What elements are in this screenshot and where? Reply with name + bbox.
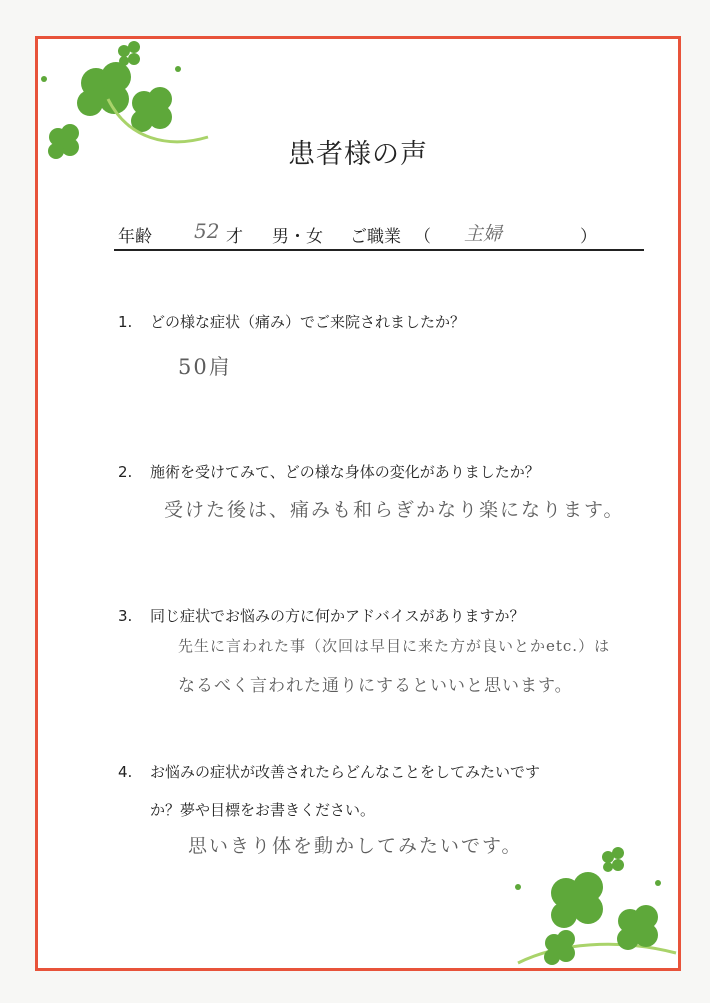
questionnaire-sheet [35,36,681,971]
question-text: どの様な症状（痛み）でご来院されましたか？ [150,313,466,331]
age-value: 52 [194,219,220,243]
question-3 [118,605,525,626]
occupation-value: 主婦 [464,223,503,245]
answer-4: 思いきり体を動かしてみたいです。 [188,835,523,857]
question-4 [118,761,540,782]
occupation-close-paren: ） [580,227,597,247]
question-2 [118,461,540,482]
question-text: 施術を受けてみて、どの様な身体の変化がありましたか？ [150,463,540,481]
occupation-open-paren: （ [414,227,431,247]
profile-row [114,217,644,251]
question-4-line-2: か？夢や目標をお書きください。 [150,801,376,819]
answer-3-line-1: 先生に言われた事（次回は早目に来た方が良いとかetc.）は [178,637,611,655]
question-number: 1. [118,313,133,331]
question-number: 2. [118,463,133,481]
occupation-label: ご職業 [350,227,401,247]
page-title: 患者様の声 [288,139,428,170]
question-text: 同じ症状でお悩みの方に何かアドバイスがありますか？ [150,607,525,625]
answer-2: 受けた後は、痛みも和らぎかなり楽になります。 [164,499,625,521]
age-unit: 才 [226,227,243,247]
question-text-line-1: お悩みの症状が改善されたらどんなことをしてみたいです [150,763,541,781]
answer-1: 50肩 [178,355,232,379]
gender-label: 男・女 [272,227,323,247]
age-label: 年齢 [118,227,152,247]
question-number: 4. [118,763,133,781]
question-number: 3. [118,607,133,625]
question-1 [118,311,465,332]
answer-3-line-2: なるべく言われた通りにするといいと思います。 [178,676,573,696]
clover-decoration-bottom-right [508,843,678,969]
